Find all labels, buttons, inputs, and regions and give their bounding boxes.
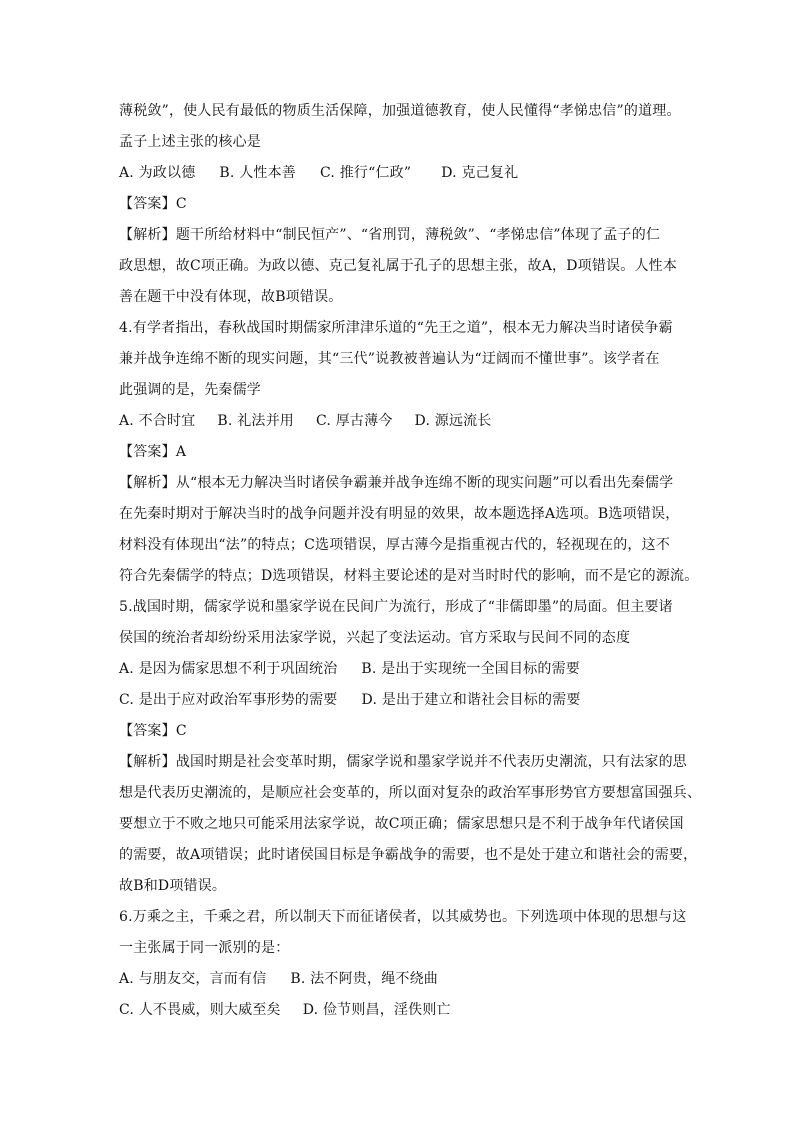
- q5-option-d: D. 是出于建立和谐社会目标的需要: [361, 692, 581, 708]
- q4-analysis-line-3: 材料没有体现出“法”的特点；C选项错误，厚古薄今是指重视古代的，轻视现在的，这不: [119, 537, 671, 553]
- q4-stem-line-3: 此强调的是，先秦儒学: [119, 382, 261, 398]
- q4-answer-label: 【答案】: [119, 444, 176, 460]
- q3-stem-question: 孟子上述主张的核心是: [119, 134, 261, 150]
- q3-analysis-line-1: [119, 220, 679, 251]
- q5-answer: [119, 716, 679, 747]
- q6-option-a: A. 与朋友交，言而有信: [119, 971, 267, 987]
- q5-analysis-label: 【解析】: [119, 754, 176, 770]
- q5-option-c: C. 是出于应对政治军事形势的需要: [119, 692, 338, 708]
- q3-answer: [119, 189, 679, 220]
- q5-analysis-line-3: 要想立于不败之地只可能采用法家学说，故C项正确；儒家思想只是不利于战争年代诸侯国: [119, 816, 684, 832]
- q4-analysis-line-2: 在先秦时期对于解决当时的战争问题并没有明显的效果，故本题选择A选项。B选项错误，: [119, 506, 680, 522]
- q5-analysis-text: 战国时期是社会变革时期，儒家学说和墨家学说并不代表历史潮流，只有法家的思: [175, 754, 688, 770]
- q4-options: [119, 406, 679, 437]
- q3-option-c: C. 推行“仁政”: [320, 165, 412, 181]
- q4-analysis-line-4: 符合先秦儒学的特点；D选项错误，材料主要论述的是对当时时代的影响，而不是它的源流。: [119, 568, 699, 584]
- q5-stem-line-2: 侯国的统治者却纷纷采用法家学说，兴起了变法运动。官方采取与民间不同的态度: [119, 630, 631, 646]
- q6-option-d: D. 俭节则昌，淫佚则亡: [302, 1002, 451, 1018]
- q6-option-c: C. 人不畏威，则大威至矣: [119, 1002, 281, 1018]
- q5-stem-line-1: 5.战国时期，儒家学说和墨家学说在民间广为流行，形成了“非儒即墨”的局面。但主要诸: [119, 599, 673, 615]
- q6-options-row-1: [119, 964, 679, 995]
- q4-answer-value: A: [175, 444, 187, 460]
- q6-options-row-2: [119, 995, 679, 1026]
- q3-stem-tail: 薄税敛”，使人民有最低的物质生活保障，加强道德教育，使人民懂得“孝悌忠信”的道理。: [119, 103, 681, 119]
- q5-answer-label: 【答案】: [119, 723, 176, 739]
- q4-option-b: B. 礼法并用: [217, 413, 295, 429]
- q5-option-b: B. 是出于实现统一全国目标的需要: [361, 661, 581, 677]
- q3-option-d: D. 克己复礼: [441, 165, 519, 181]
- q4-stem-line-1: 4.有学者指出，春秋战国时期儒家所津津乐道的“先王之道”，根本无力解决当时诸侯争霸: [119, 320, 673, 336]
- q6-option-b: B. 法不阿贵，绳不绕曲: [290, 971, 439, 987]
- q3-option-a: A. 为政以德: [119, 165, 196, 181]
- q5-options-row-1: [119, 654, 679, 685]
- q4-option-c: C. 厚古薄今: [316, 413, 393, 429]
- q3-analysis-label: 【解析】: [119, 227, 176, 243]
- q4-analysis-text: 从“根本无力解决当时诸侯争霸兼并战争连绵不断的现实问题”可以看出先秦儒学: [175, 475, 674, 491]
- q4-option-a: A. 不合时宜: [119, 413, 196, 429]
- q4-stem-line-2: 兼并战争连绵不断的现实问题，其“三代”说教被普遍认为“迂阔而不懂世事”。该学者在: [119, 351, 660, 367]
- document-page: [119, 96, 702, 1026]
- q4-analysis-label: 【解析】: [119, 475, 176, 491]
- q5-analysis-line-1: [119, 747, 688, 778]
- q3-analysis-text: 题干所给材料中“制民恒产”、“省刑罚，薄税敛”、“孝悌忠信”体现了孟子的仁: [175, 227, 661, 243]
- q4-answer: [119, 437, 679, 468]
- q6-stem-line-1: 6.万乘之主，千乘之君，所以制天下而征诸侯者，以其威势也。下列选项中体现的思想与这: [119, 909, 687, 925]
- q5-analysis-line-5: 故B和D项错误。: [119, 878, 227, 894]
- q3-options: [119, 158, 679, 189]
- q4-option-d: D. 源远流长: [414, 413, 492, 429]
- q5-analysis-line-2: 想是代表历史潮流的，是顺应社会变革的，所以面对复杂的政治军事形势官方要想富国强兵、: [119, 785, 702, 801]
- q6-stem-line-2: 一主张属于同一派别的是：: [119, 940, 290, 956]
- q3-answer-value: C: [175, 196, 187, 212]
- q5-answer-value: C: [175, 723, 187, 739]
- q5-option-a: A. 是因为儒家思想不利于巩固统治: [119, 661, 338, 677]
- q3-option-b: B. 人性本善: [219, 165, 297, 181]
- q3-answer-label: 【答案】: [119, 196, 176, 212]
- q3-analysis-line-2: 政思想，故C项正确。为政以德、克己复礼属于孔子的思想主张，故A，D项错误。人性本: [119, 258, 678, 274]
- q5-analysis-line-4: 的需要，故A项错误；此时诸侯国目标是争霸战争的需要，也不是处于建立和谐社会的需要，: [119, 847, 698, 863]
- q3-analysis-line-3: 善在题干中没有体现，故B项错误。: [119, 289, 343, 305]
- q5-options-row-2: [119, 685, 679, 716]
- q4-analysis-line-1: [119, 468, 679, 499]
